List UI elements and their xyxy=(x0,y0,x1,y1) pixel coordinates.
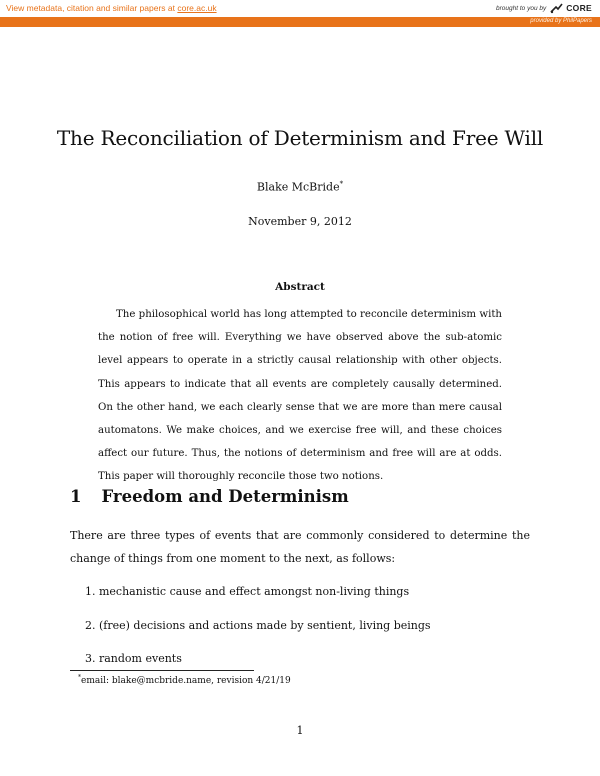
list-item: 1. mechanistic cause and effect amongst non-living things xyxy=(85,585,410,598)
abstract-heading: Abstract xyxy=(275,281,325,293)
core-provider-bar xyxy=(0,17,600,27)
footnote-text: email: blake@mcbride.name, revision 4/21/19 xyxy=(81,676,291,686)
list-item: 3. random events xyxy=(85,652,182,665)
list-item: 2. (free) decisions and actions made by sentient, living beings xyxy=(85,619,431,632)
paper-author xyxy=(0,180,600,194)
section-heading xyxy=(70,487,349,506)
paper-date: November 9, 2012 xyxy=(248,215,352,228)
core-metadata-link[interactable] xyxy=(6,3,217,13)
footnote xyxy=(78,674,291,686)
provided-by-text[interactable]: provided by PhilPapers xyxy=(530,18,592,24)
author-footnote-mark: * xyxy=(339,180,344,188)
brought-to-you-text: brought to you by xyxy=(496,4,547,12)
section-title: Freedom and Determinism xyxy=(101,487,349,506)
core-link-domain[interactable]: core.ac.uk xyxy=(177,3,217,13)
core-brand[interactable] xyxy=(496,1,592,15)
core-logo-icon xyxy=(549,2,563,14)
section-number: 1 xyxy=(70,487,82,506)
author-name: Blake McBride xyxy=(256,180,340,194)
abstract-body: The philosophical world has long attempted to reconcile determinism with the notion of free will. Everything we have observed above the sub-atomic level appears to operate in a strictly causal relationship with other objects. This appears to indicate that all events are completely causally determined. On the other hand, we each clearly sense that we are more than mere causal automatons. We make choices, and we exercise free will, and these choices affect our future. Thus, the notions of determinism and free will are at odds. This paper will thoroughly reconcile those two notions. xyxy=(98,309,502,483)
section-intro: There are three types of events that are commonly considered to determine the change of things from one moment to the next, as follows: xyxy=(70,529,530,565)
footnote-rule xyxy=(70,670,254,671)
paper-title: The Reconciliation of Determinism and Free Will xyxy=(56,126,544,150)
core-brand-name: CORE xyxy=(566,3,592,13)
core-link-text: View metadata, citation and similar papers at xyxy=(6,3,178,13)
core-banner xyxy=(0,0,600,17)
page-number: 1 xyxy=(296,724,304,737)
footnote-mark: * xyxy=(78,674,81,681)
